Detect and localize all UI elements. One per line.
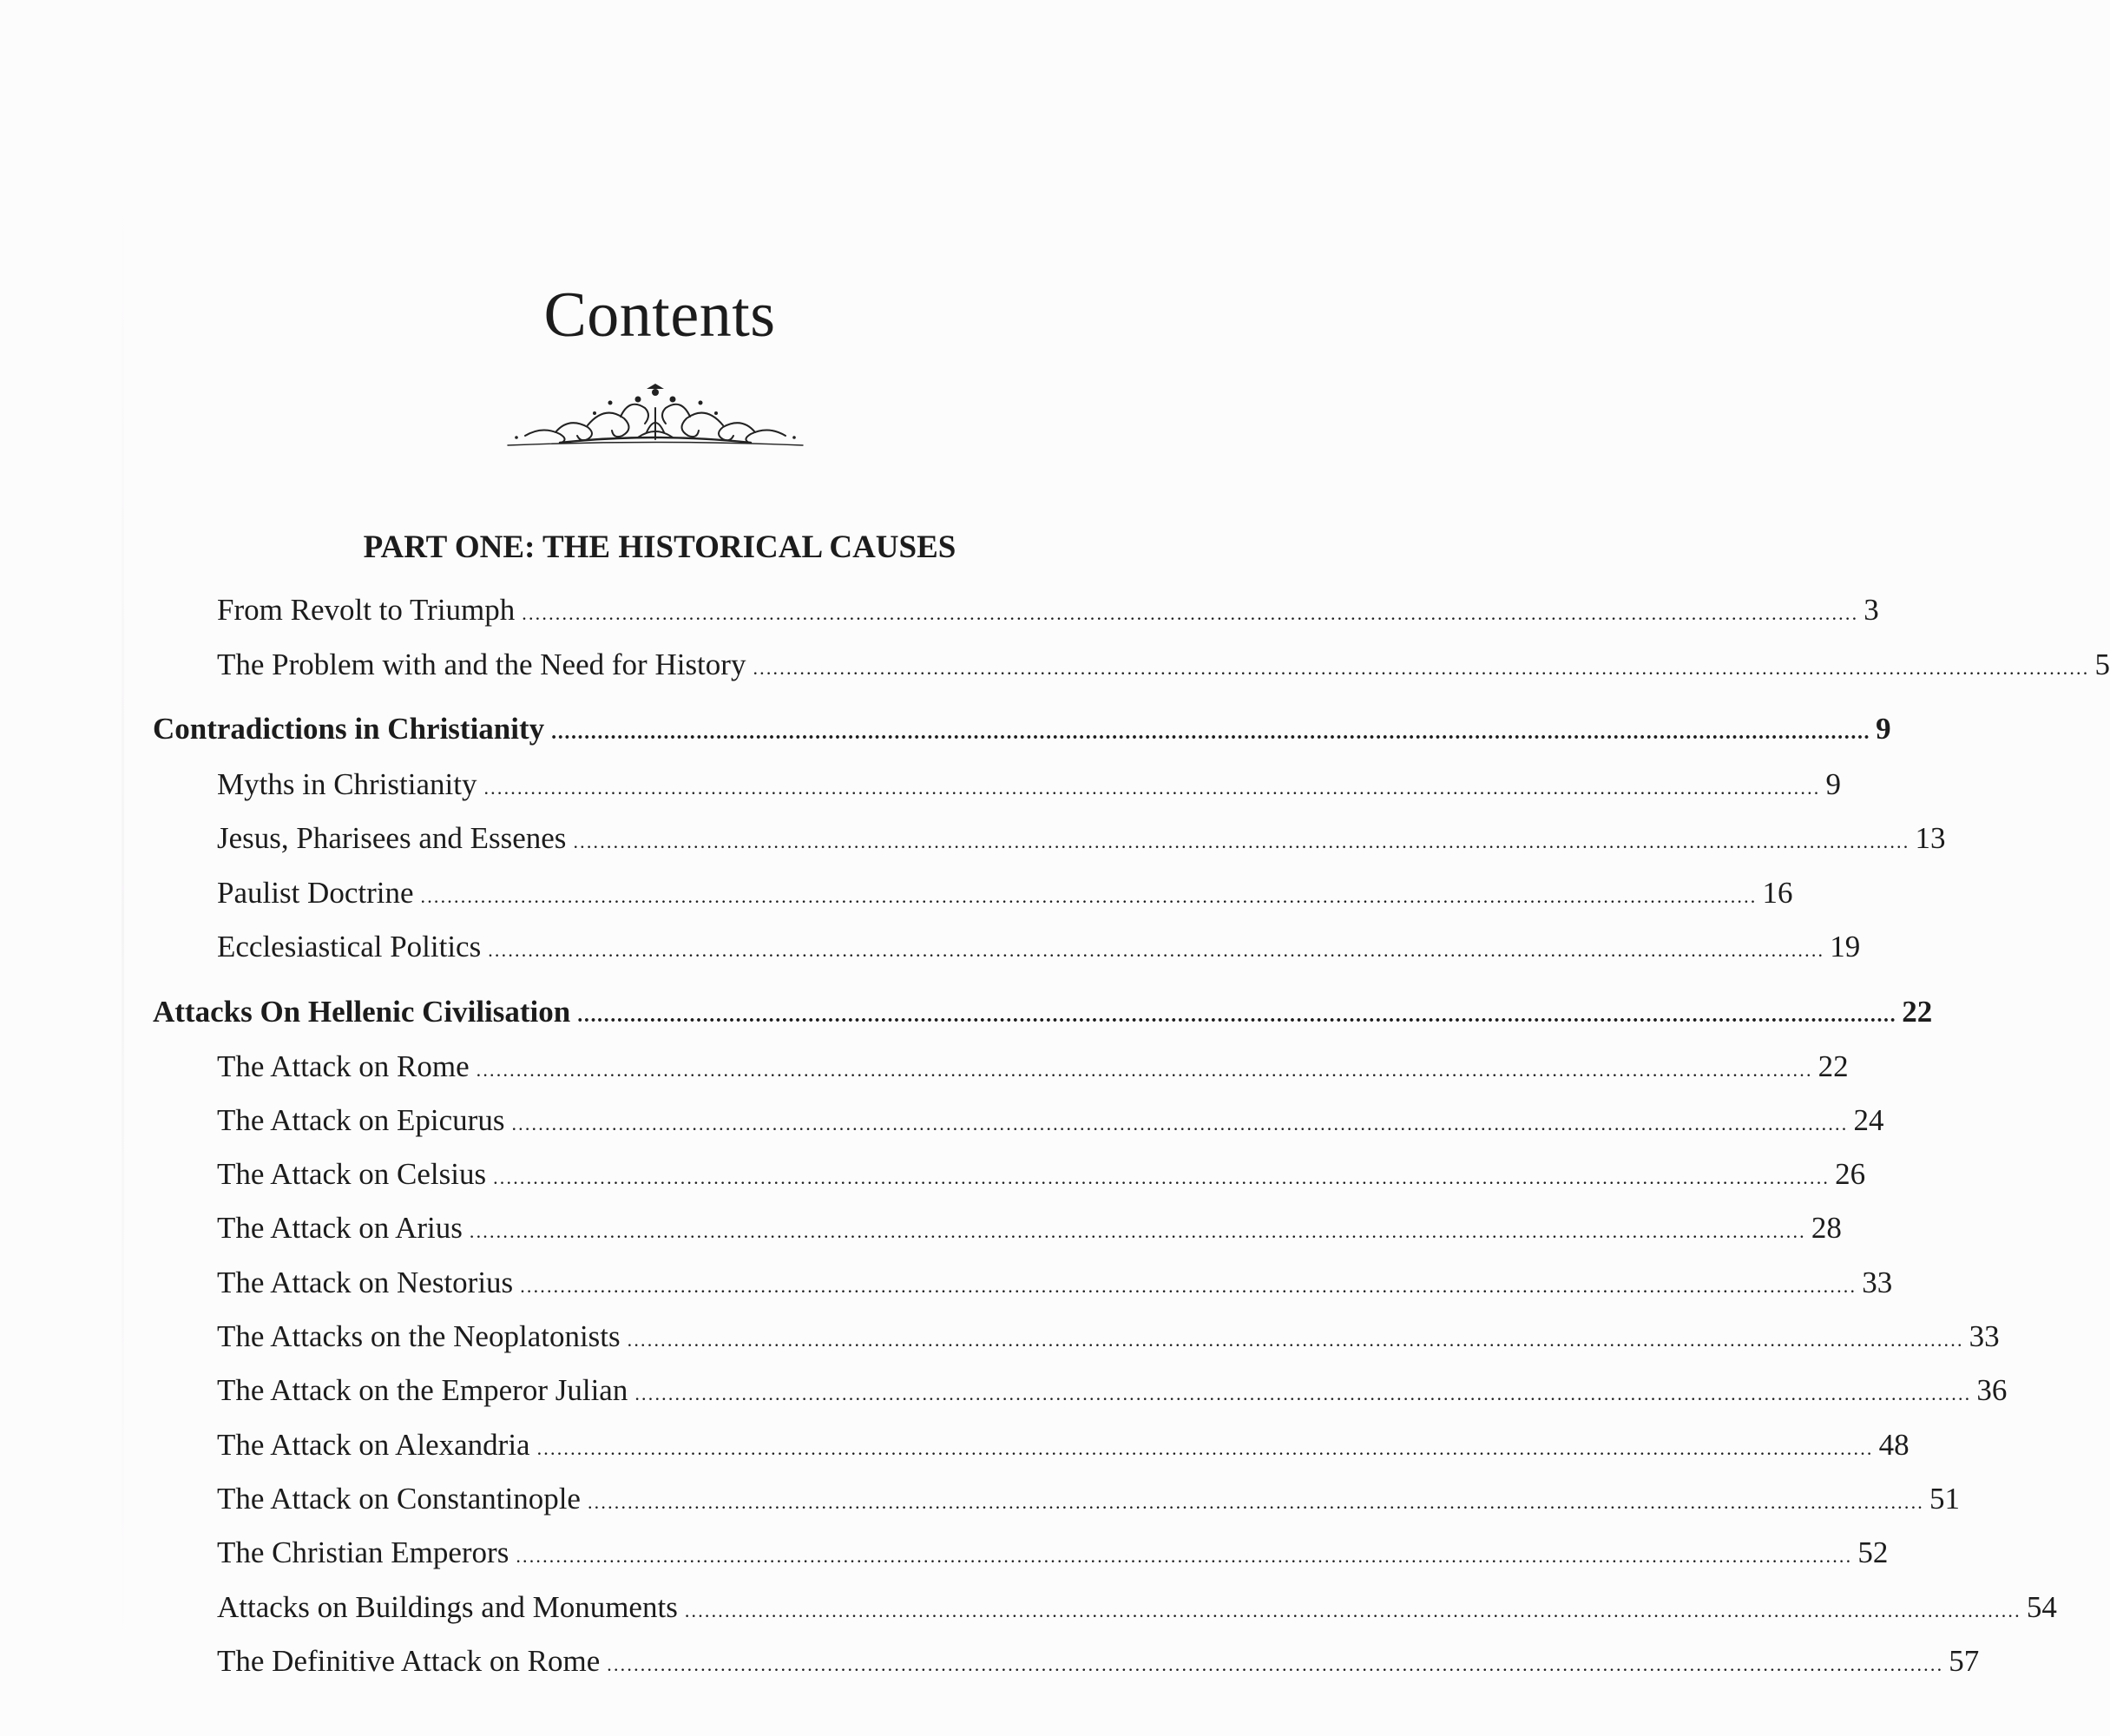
toc-dot-leader: ........................................................................................................................................................................................................ bbox=[511, 1113, 1849, 1134]
toc-dot-leader: ........................................................................................................................................................................................................ bbox=[483, 777, 1821, 799]
toc-entry-title: The Attack on Arius bbox=[217, 1211, 463, 1245]
toc-page-number: 16 bbox=[1762, 876, 1793, 910]
toc-page-number: 24 bbox=[1853, 1103, 1884, 1137]
toc-dot-leader: ........................................................................................................................................................................................................ bbox=[627, 1329, 1964, 1351]
toc-section-entry bbox=[217, 1157, 1866, 1191]
toc-section-entry bbox=[217, 930, 1861, 963]
toc-entry-title: Attacks On Hellenic Civilisation bbox=[153, 995, 571, 1029]
toc-entry-title: The Attack on the Emperor Julian bbox=[217, 1373, 628, 1407]
toc-section-entry bbox=[217, 1644, 1980, 1678]
toc-entry-title: The Attack on Alexandria bbox=[217, 1428, 530, 1462]
toc-entry-title: The Attack on Celsius bbox=[217, 1157, 487, 1191]
toc-chapter-entry bbox=[153, 712, 1891, 746]
toc-page-number: 52 bbox=[1857, 1535, 1889, 1569]
toc-entry-title: The Attacks on the Neoplatonists bbox=[217, 1319, 621, 1353]
toc-entry-title: Attacks on Buildings and Monuments bbox=[217, 1590, 678, 1624]
toc-page-number: 48 bbox=[1878, 1428, 1910, 1462]
toc-page-number: 51 bbox=[1929, 1482, 1960, 1516]
toc-section-entry bbox=[217, 1373, 2008, 1407]
toc-entry-title: Contradictions in Christianity bbox=[153, 712, 545, 746]
toc-section-entry bbox=[217, 1482, 1960, 1516]
toc-dot-leader: ........................................................................................................................................................................................................ bbox=[520, 1275, 1857, 1297]
toc-dot-leader: ........................................................................................................................................................................................................ bbox=[476, 1059, 1813, 1081]
toc-dot-leader: ........................................................................................................................................................................................................ bbox=[587, 1491, 1924, 1513]
toc-page-number: 36 bbox=[1976, 1373, 2008, 1407]
toc-section-entry bbox=[217, 1590, 2057, 1624]
toc-entry-title: The Problem with and the Need for History bbox=[217, 648, 746, 681]
toc-dot-leader: ........................................................................................................................................................................................................ bbox=[753, 657, 2090, 679]
toc-page-number: 5 bbox=[2094, 648, 2110, 681]
toc-entry-title: The Attack on Nestorius bbox=[217, 1266, 514, 1299]
toc-dot-leader: ........................................................................................................................................................................................................ bbox=[577, 1004, 1897, 1027]
toc-dot-leader: ........................................................................................................................................................................................................ bbox=[493, 1167, 1831, 1188]
toc-chapter-entry bbox=[153, 995, 1933, 1029]
toc-entry-title: Jesus, Pharisees and Essenes bbox=[217, 821, 567, 855]
toc-entry-title: From Revolt to Triumph bbox=[217, 593, 516, 627]
toc-section-entry bbox=[217, 1535, 1889, 1569]
toc-dot-leader: ........................................................................................................................................................................................................ bbox=[420, 885, 1758, 907]
toc-section-entry bbox=[217, 1266, 1893, 1299]
toc-section-entry bbox=[217, 1049, 1849, 1083]
toc-page-number: 13 bbox=[1915, 821, 1946, 855]
toc-entry-title: Ecclesiastical Politics bbox=[217, 930, 482, 963]
toc-section-entry bbox=[217, 1103, 1884, 1137]
toc-entry-title: The Attack on Epicurus bbox=[217, 1103, 505, 1137]
toc-page-number: 33 bbox=[1862, 1266, 1893, 1299]
toc-section-entry bbox=[217, 1211, 1842, 1245]
toc-section-entry bbox=[217, 1428, 1910, 1462]
toc-section-entry bbox=[217, 876, 1793, 910]
toc-entry-title: The Attack on Rome bbox=[217, 1049, 470, 1083]
toc-page-number: 22 bbox=[1902, 995, 1933, 1029]
toc-entry-title: Paulist Doctrine bbox=[217, 876, 414, 910]
toc-dot-leader: ........................................................................................................................................................................................................ bbox=[573, 831, 1910, 852]
toc-section-entry bbox=[217, 1319, 2000, 1353]
toc-page-number: 57 bbox=[1949, 1644, 1980, 1678]
toc-entry-title: The Christian Emperors bbox=[217, 1535, 509, 1569]
toc-entry-title: Myths in Christianity bbox=[217, 767, 477, 801]
part-heading: PART ONE: THE HISTORICAL CAUSES bbox=[363, 529, 956, 565]
toc-dot-leader: ........................................................................................................................................................................................................ bbox=[684, 1600, 2021, 1621]
toc-section-entry bbox=[217, 821, 1946, 855]
toc-dot-leader: ........................................................................................................................................................................................................ bbox=[551, 721, 1871, 744]
toc-page-number: 9 bbox=[1825, 767, 1841, 801]
toc-page-number: 22 bbox=[1817, 1049, 1849, 1083]
toc-page-number: 19 bbox=[1830, 930, 1861, 963]
toc-entry-title: The Definitive Attack on Rome bbox=[217, 1644, 601, 1678]
toc-dot-leader: ........................................................................................................................................................................................................ bbox=[522, 602, 1859, 624]
toc-page-number: 28 bbox=[1811, 1211, 1842, 1245]
toc-page-number: 33 bbox=[1969, 1319, 2000, 1353]
toc-section-entry bbox=[217, 593, 1879, 627]
toc-page-number: 26 bbox=[1835, 1157, 1866, 1191]
toc-section-entry bbox=[217, 648, 2110, 681]
toc-dot-leader: ........................................................................................................................................................................................................ bbox=[607, 1654, 1944, 1675]
toc-dot-leader: ........................................................................................................................................................................................................ bbox=[516, 1545, 1853, 1567]
toc-page-number: 9 bbox=[1876, 712, 1891, 746]
toc-dot-leader: ........................................................................................................................................................................................................ bbox=[634, 1383, 1972, 1404]
toc-page-number: 3 bbox=[1864, 593, 1879, 627]
page-title: Contents bbox=[543, 279, 776, 351]
toc-entry-title: The Attack on Constantinople bbox=[217, 1482, 581, 1516]
toc-dot-leader: ........................................................................................................................................................................................................ bbox=[469, 1220, 1806, 1242]
toc-section-entry bbox=[217, 767, 1841, 801]
toc-dot-leader: ........................................................................................................................................................................................................ bbox=[536, 1437, 1874, 1459]
toc-dot-leader: ........................................................................................................................................................................................................ bbox=[488, 939, 1825, 961]
toc-page-number: 54 bbox=[2026, 1590, 2057, 1624]
